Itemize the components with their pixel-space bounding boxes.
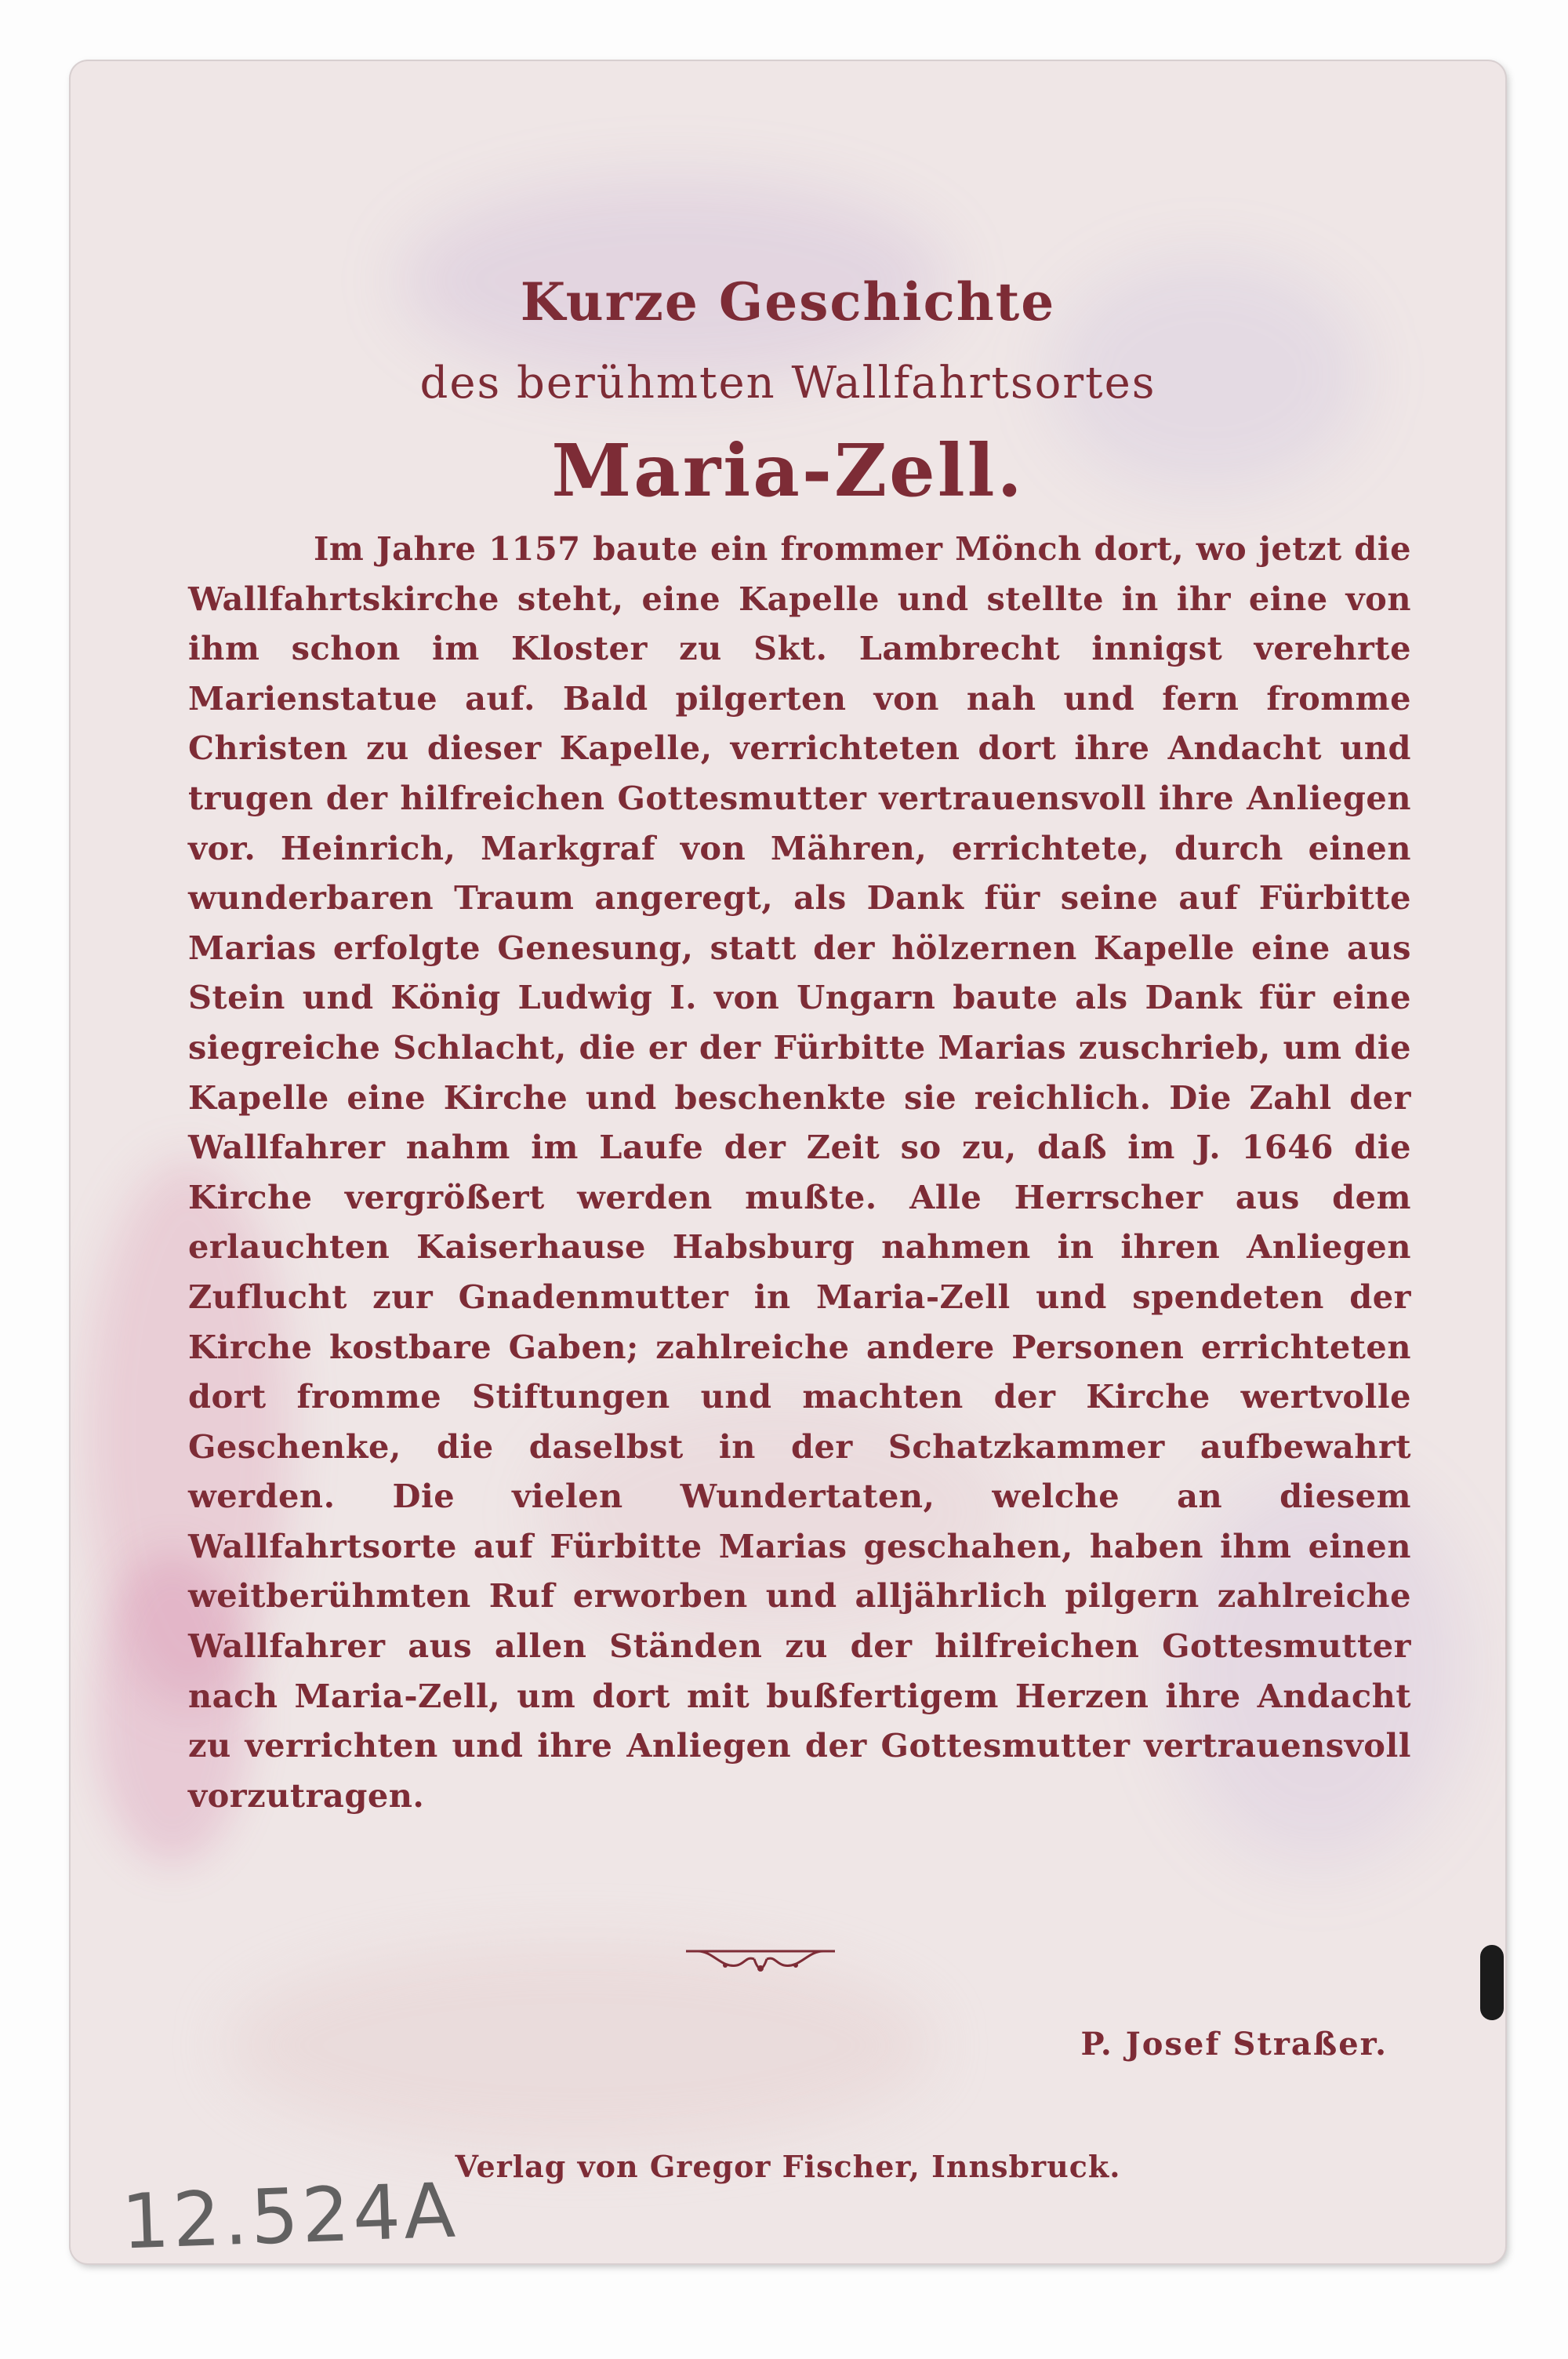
title-line-3: Maria-Zell. [551, 428, 1025, 513]
punch-hole [1480, 1945, 1504, 2020]
handwritten-inventory-number: 12.524A [120, 2166, 460, 2266]
title-line-2: des berühmten Wallfahrtsortes [419, 358, 1156, 409]
title-line-1: Kurze Geschichte [520, 271, 1056, 333]
author-signature: P. Josef Straßer. [1080, 2026, 1388, 2063]
prayer-card-back [71, 61, 1505, 2263]
history-paragraph: Im Jahre 1157 baute ein frommer Mönch dort, wo jetzt die Wallfahrtskirche steht, eine Kapelle und stellte in ihr eine von ihm schon im Kloster zu Skt. Lambrecht innigst verehrte Marienstatue auf. Bald pilgerten von nah und fern fromme Christen zu dieser Kapelle, verrichteten dort ihre Andacht und trugen der hilfreichen Gottesmutter vertrauensvoll ihre Anliegen vor. Heinrich, Markgraf von Mähren, errichtete, durch einen wunderbaren Traum angeregt, als Dank für seine auf Fürbitte Marias erfolgte Genesung, statt der hölzernen Kapelle eine aus Stein und König Ludwig I. von Ungarn baute als Dank für eine siegreiche Schlacht, die er der Fürbitte Marias zuschrieb, um die Kapelle eine Kirche und beschenkte sie reichlich. Die Zahl der Wallfahrer nahm im Laufe der Zeit so zu, daß im J. 1646 die Kirche vergrößert werden mußte. Alle Herrscher aus dem erlauchten Kaiserhause Habsburg nahmen in ihren Anliegen Zuflucht zur Gnadenmutter in Maria-Zell und spendeten der Kirche kostbare Gaben; zahlreiche andere Personen errichteten dort fromme Stiftungen und machten der Kirche wertvolle Geschenke, die daselbst in der Schatzkammer aufbewahrt werden. Die vielen Wundertaten, welche an diesem Wallfahrtsorte auf Fürbitte Marias geschahen, haben ihm einen weitberühmten Ruf erworben und alljährlich pilgern zahlreiche Wallfahrer aus allen Ständen zu der hilfreichen Gottesmutter nach Maria-Zell, um dort mit bußfertigem Herzen ihre Andacht zu verrichten und ihre Anliegen der Gottesmutter vertrauensvoll vorzutragen. [188, 529, 1411, 1815]
publisher-line: Verlag von Gregor Fischer, Innsbruck. [455, 2149, 1121, 2184]
ornament-icon [682, 1945, 839, 1984]
